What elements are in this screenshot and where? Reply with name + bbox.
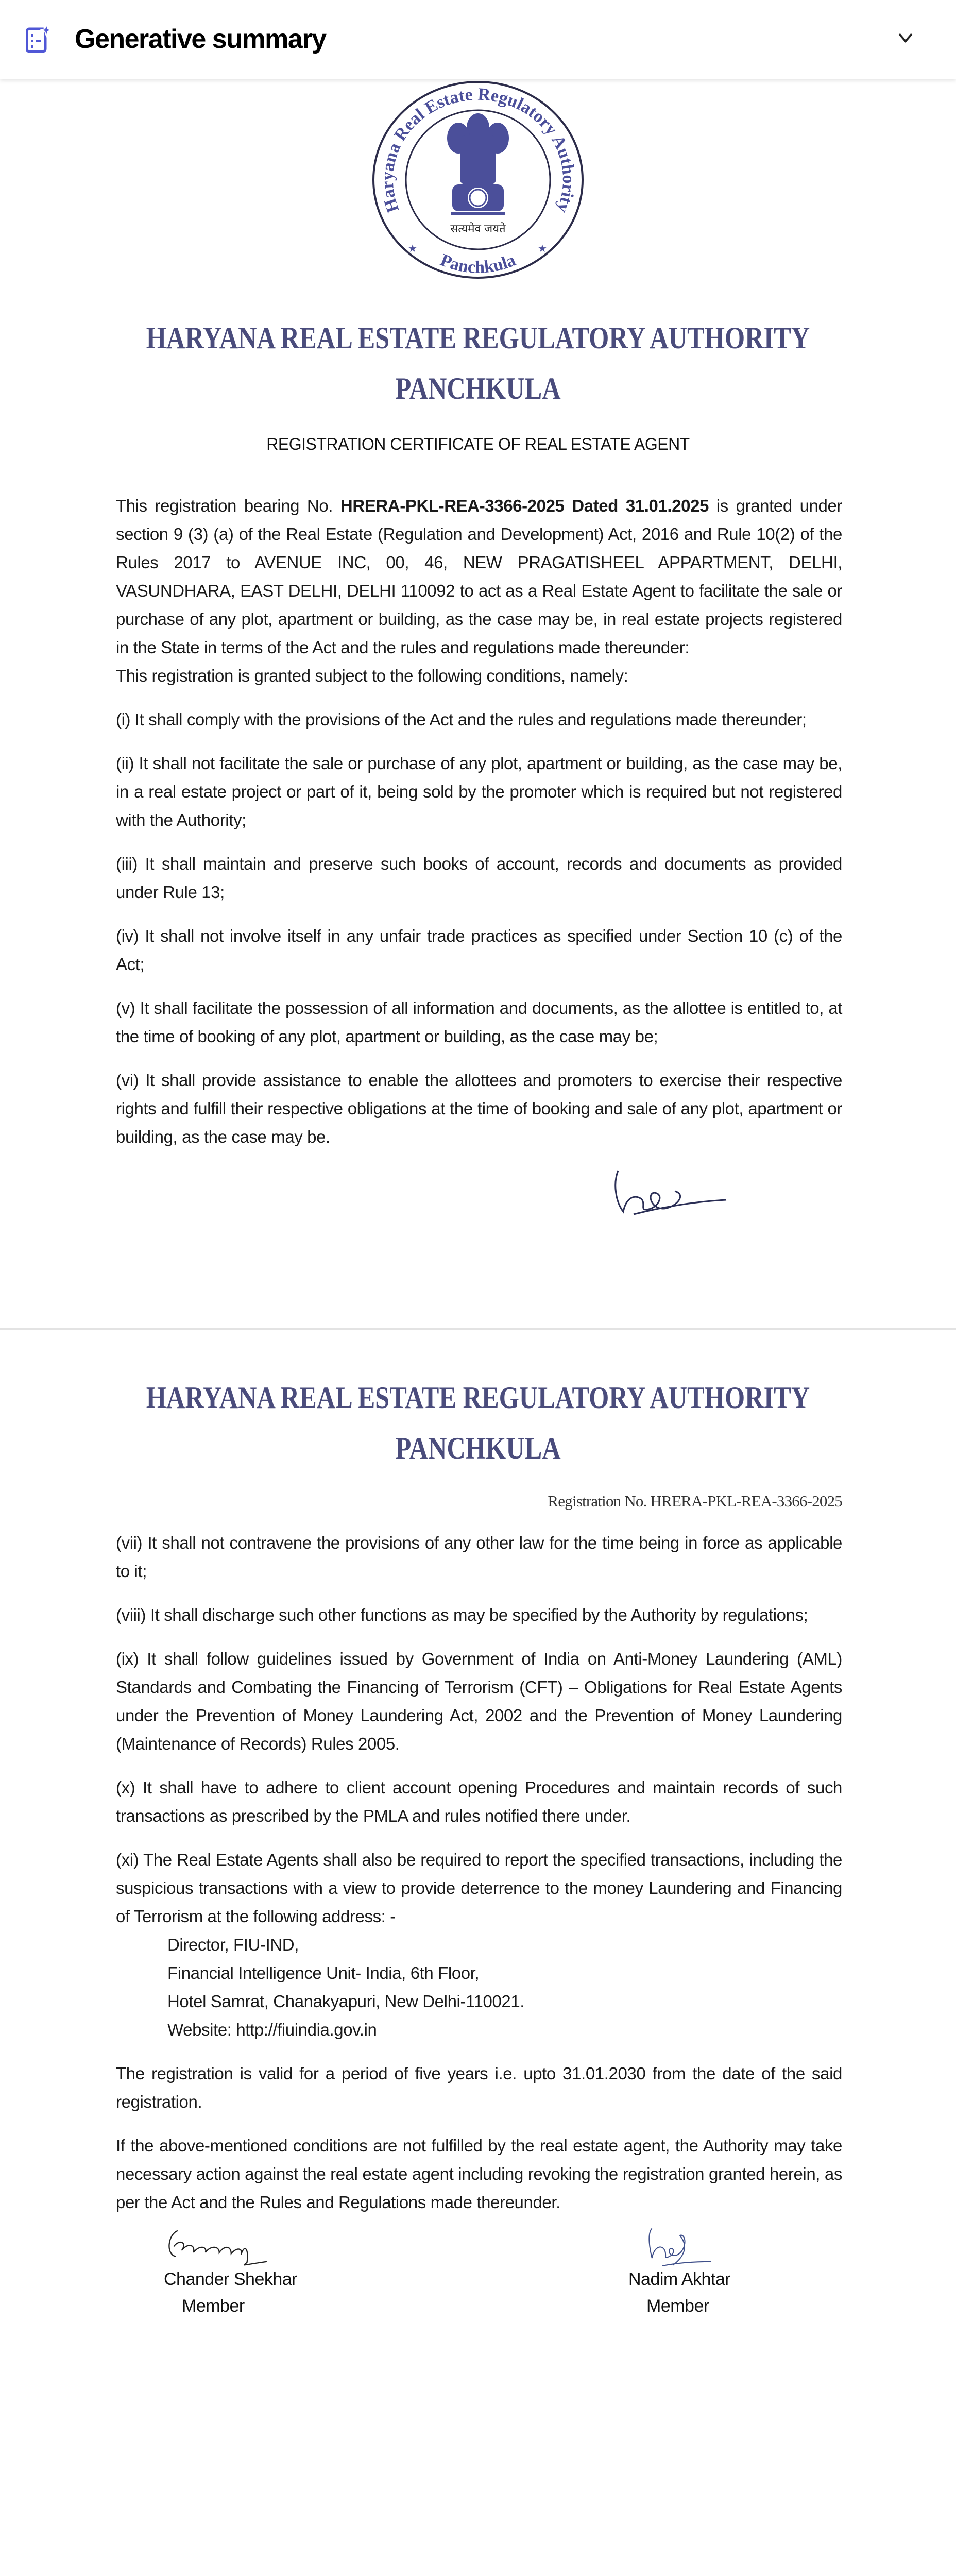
ai-summary-icon xyxy=(26,25,52,54)
national-emblem-icon xyxy=(447,113,509,215)
star-icon: ★ xyxy=(538,243,547,255)
signatory-name: Chander Shekhar xyxy=(164,2269,298,2289)
certificate-title: REGISTRATION CERTIFICATE OF REAL ESTATE AGENT xyxy=(266,435,690,453)
authority-title: HARYANA REAL ESTATE REGULATORY AUTHORITY xyxy=(146,1381,810,1415)
hrera-seal-logo xyxy=(370,79,586,282)
condition-item: (xi) The Real Estate Agents shall also be required to report the specified transactions, including the suspicious transactions with a view to provide deterrence to the money Laundering and Financing of Terrorism at the following address: - xyxy=(116,1850,842,1926)
generative-summary-header[interactable] xyxy=(0,0,956,79)
signatory-name: Nadim Akhtar xyxy=(628,2269,731,2289)
intro-paragraph: This registration bearing No. HRERA-PKL-REA-3366-2025 Dated 31.01.2025 is granted under section 9 (3) (a) of the Real Estate (Regulation and Development) Act, 2016 and Rule 10(2) of the Rules 2017 to AVENUE INC, 00, 46, NEW PRAGATISHEEL APPARTMENT, DELHI, VASUNDHARA, EAST DELHI, DELHI 110092 to act as a Real Estate Agent to facilitate the sale or purchase of any plot, apartment or building, as the case may be, in real estate projects registered in the State in terms of the Act and the rules and regulations made thereunder: This registration is granted subject to the following conditions, namely: xyxy=(116,496,842,685)
condition-item: (vi) It shall provide assistance to enable the allottees and promoters to exercise their respective rights and fulfill their respective obligations at the time of booking and sale of any plot, apartment or building, as the case may be. xyxy=(116,1071,842,1146)
signatures-row xyxy=(0,2227,956,2350)
seal-ring-text: Haryana Real Estate Regulatory Authority xyxy=(378,84,578,215)
registration-number: HRERA-PKL-REA-3366-2025 Dated 31.01.2025 xyxy=(340,496,709,515)
fiu-address-line: Hotel Samrat, Chanakyapuri, New Delhi-110021. xyxy=(167,1992,525,2011)
signature-chander-shekhar xyxy=(164,2227,318,2268)
condition-item: (x) It shall have to adhere to client account opening Procedures and maintain records of such transactions as prescribed by the PMLA and rules notified there under. xyxy=(116,1778,842,1825)
revocation-paragraph: If the above-mentioned conditions are not fulfilled by the real estate agent, the Authority may take necessary action against the real estate agent including revoking the registration granted herein, as per the Act and the Rules and Regulations made thereunder. xyxy=(116,2136,842,2212)
document-page-2 xyxy=(0,1330,956,2422)
registration-number-ref: Registration No. HRERA-PKL-REA-3366-2025 xyxy=(548,1492,842,1510)
signatory-block xyxy=(628,2227,731,2317)
certificate-body xyxy=(116,1491,842,2216)
validity-paragraph: The registration is valid for a period of five years i.e. upto 31.01.2030 from the date of the said registration. xyxy=(116,2064,842,2111)
signature-nadim-akhtar xyxy=(628,2227,731,2268)
condition-item: (viii) It shall discharge such other functions as may be specified by the Authority by regulations; xyxy=(116,1605,808,1624)
star-icon: ★ xyxy=(408,243,417,255)
authority-title: HARYANA REAL ESTATE REGULATORY AUTHORITY xyxy=(146,321,810,355)
fiu-website: Website: http://fiuindia.gov.in xyxy=(167,2020,377,2039)
condition-item: (v) It shall facilitate the possession of all information and documents, as the allottee is entitled to, at the time of booking of any plot, apartment or building, as the case may be; xyxy=(116,998,842,1046)
document-page-1 xyxy=(0,79,956,1328)
fiu-address-line: Director, FIU-IND, xyxy=(167,1935,299,1954)
condition-item: (ii) It shall not facilitate the sale or purchase of any plot, apartment or building, as the case may be, in a real estate project or part of it, being sold by the promoter which is required but not registered with the Authority; xyxy=(116,754,842,829)
certificate-body xyxy=(116,492,842,1151)
seal-motto: सत्यमेव जयते xyxy=(450,222,506,235)
condition-item: (iii) It shall maintain and preserve such books of account, records and documents as provided under Rule 13; xyxy=(116,854,842,902)
authority-city: PANCHKULA xyxy=(395,371,561,405)
signatory-role: Member xyxy=(646,2296,709,2316)
authority-city: PANCHKULA xyxy=(395,1431,561,1465)
condition-item: (iv) It shall not involve itself in any unfair trade practices as specified under Section 10 (c) of the Act; xyxy=(116,926,842,974)
signatory-role: Member xyxy=(182,2296,245,2316)
header-title: Generative summary xyxy=(75,24,326,54)
condition-item: (ix) It shall follow guidelines issued by Government of India on Anti-Money Laundering (AML) Standards and Combating the Financing of Terrorism (CFT) – Obligations for Real Estate Agents under the Prevention of Money Laundering Act, 2002 and the Prevention of Money Laundering (Maintenance of Records) Rules 2005. xyxy=(116,1649,842,1753)
signature-image xyxy=(603,1163,731,1225)
condition-item: (vii) It shall not contravene the provisions of any other law for the time being in force as applicable to it; xyxy=(116,1533,842,1581)
seal-bottom-text: Panchkula xyxy=(437,250,519,277)
fiu-address-line: Financial Intelligence Unit- India, 6th Floor, xyxy=(167,1963,480,1982)
chevron-down-icon[interactable] xyxy=(895,30,916,45)
signatory-block xyxy=(164,2227,318,2317)
condition-item: (i) It shall comply with the provisions of the Act and the rules and regulations made thereunder; xyxy=(116,710,807,729)
